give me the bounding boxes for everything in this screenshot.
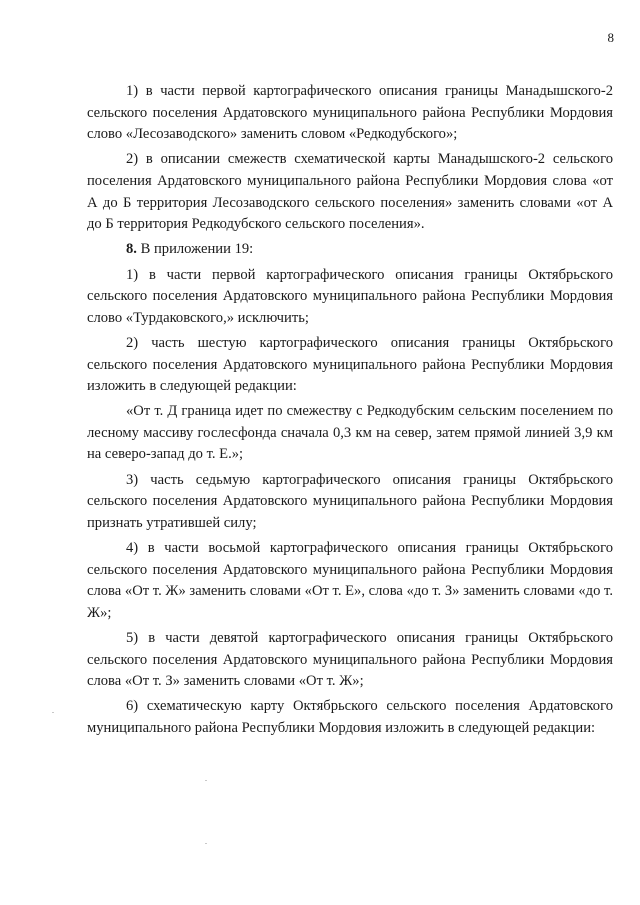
paragraph-text: 4) в части восьмой картографического описания границы Октябрьского сельского поселения Ардатовского муниципального района Республики Мордовия слова «От т. Ж» заменить словами «От т. Е», слова «до т. З» заменить словами «до т. Ж»; (87, 540, 613, 621)
paragraph-text: 2) в описании смежеств схематической карты Манадышского-2 сельского поселения Ардатовского муниципального района Республики Мордовия слова «от А до Б территория Лесозаводского сельского поселения» заменить словами «от А до Б территория Редкодубского сельского поселения». (87, 151, 613, 233)
paragraph-text: В приложении 19: (136, 241, 254, 258)
section-heading (87, 239, 613, 261)
paragraph-text: 5) в части девятой картографического описания границы Октябрьского сельского поселения Ардатовского муниципального района Республики Мордовия слова «От т. З» заменить словами «От т. Ж»; (87, 630, 613, 690)
scan-speck (52, 712, 54, 713)
paragraph-text: 1) в части первой картографического описания границы Манадышского-2 сельского поселения Ардатовского муниципального района Республики Мордовия слово «Лесозаводского» заменить словом «Редкодубского»; (87, 83, 613, 143)
paragraph (87, 628, 613, 693)
page-number: 8 (607, 30, 614, 45)
paragraph (87, 538, 613, 624)
paragraph (87, 265, 613, 330)
paragraph-text: 3) часть седьмую картографического описания границы Октябрьского сельского поселения Ардатовского муниципального района Республики Мордовия признать утратившей силу; (87, 471, 613, 531)
quoted-paragraph (87, 401, 613, 466)
paragraph (87, 696, 613, 739)
scan-speck (205, 780, 207, 781)
paragraph-text: 6) схематическую карту Октябрьского сельского поселения Ардатовского муниципального района Республики Мордовия изложить в следующей редакции: (87, 698, 613, 736)
paragraph-text: «От т. Д граница идет по смежеству с Редкодубским сельским поселением по лесному массиву гослесфонда сначала 0,3 км на север, затем прямой линией 3,9 км на северо-запад до т. Е.»; (87, 403, 613, 463)
document-body (87, 81, 613, 743)
paragraph (87, 333, 613, 398)
paragraph (87, 149, 613, 235)
section-number: 8. (126, 241, 137, 258)
scan-speck (205, 843, 207, 844)
paragraph-text: 1) в части первой картографического описания границы Октябрьского сельского поселения Ардатовского муниципального района Республики Мордовия слово «Турдаковского,» исключить; (87, 266, 613, 326)
paragraph-text: 2) часть шестую картографического описания границы Октябрьского сельского поселения Ардатовского муниципального района Республики Мордовия изложить в следующей редакции: (87, 334, 613, 395)
paragraph (87, 470, 613, 535)
paragraph (87, 81, 613, 146)
